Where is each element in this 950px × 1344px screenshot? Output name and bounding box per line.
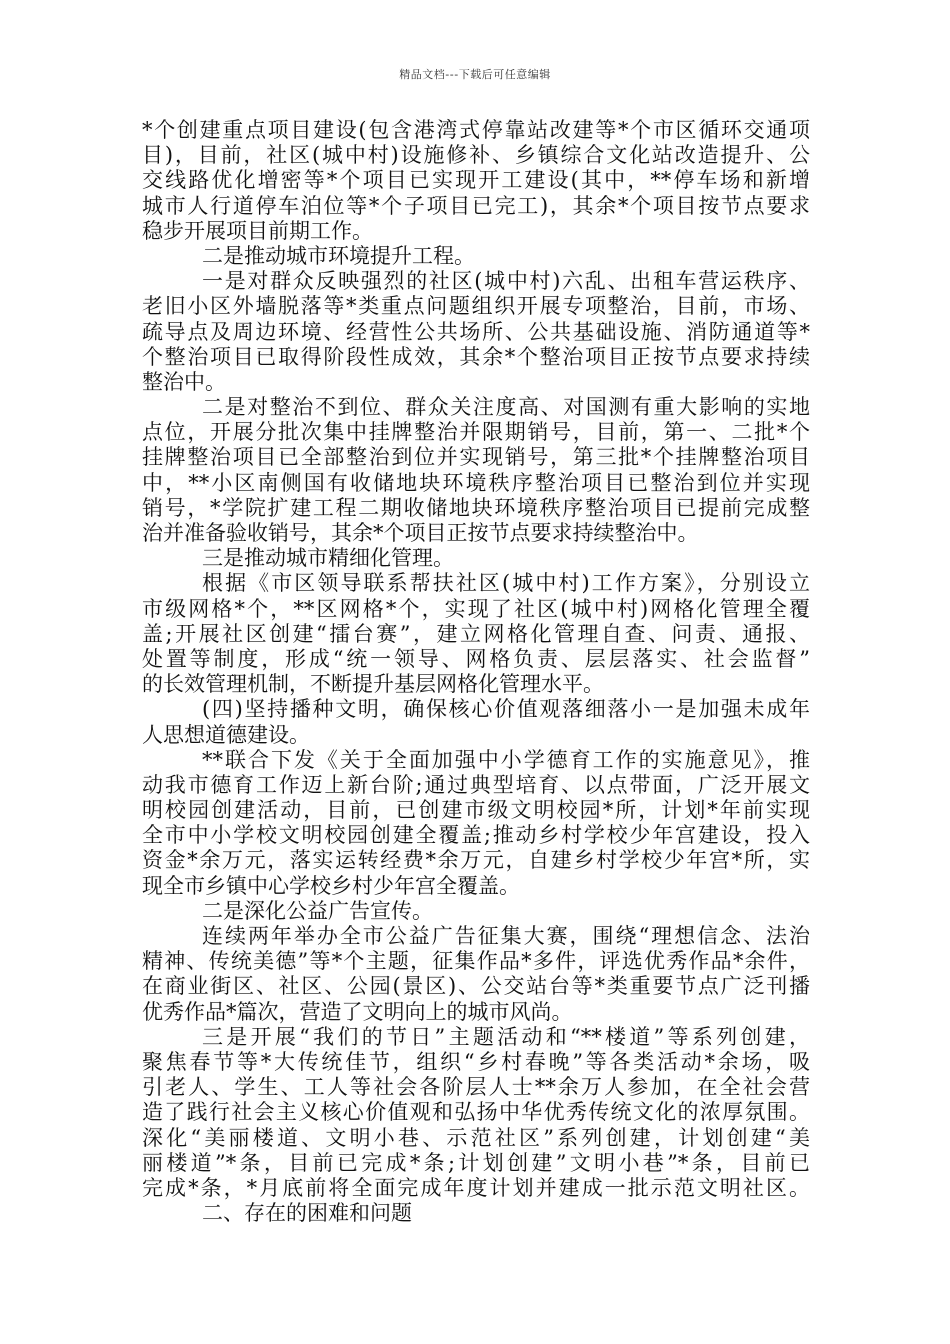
text-line: 资金*余万元，落实运转经费*余万元，自建乡村学校少年宫*所，实 [142, 848, 810, 873]
document-body [142, 118, 810, 1226]
text-line: 点位，开展分批次集中挂牌整治并限期销号，目前，第一、二批*个 [142, 420, 810, 445]
text-line: 造了践行社会主义核心价值观和弘扬中华优秀传统文化的浓厚氛围。 [142, 1100, 810, 1125]
text-line: 根据《市区领导联系帮扶社区(城中村)工作方案》，分别设立 [202, 571, 810, 596]
text-line: 动我市德育工作迈上新台阶;通过典型培育、以点带面，广泛开展文 [142, 772, 810, 797]
text-line: 二是对整治不到位、群众关注度高、对国测有重大影响的实地 [202, 395, 810, 420]
text-line: 全市中小学校文明校园创建全覆盖;推动乡村学校少年宫建设，投入 [142, 823, 810, 848]
text-line: 二、存在的困难和问题 [202, 1201, 412, 1226]
text-line: 连续两年举办全市公益广告征集大赛，围绕“理想信念、法治 [202, 924, 810, 948]
text-line: 丽楼道”*条，目前已完成*条;计划创建”文明小巷”*条，目前已 [142, 1150, 810, 1175]
text-line: 城市人行道停车泊位等*个子项目已完工)，其余*个项目按节点要求 [142, 193, 810, 218]
text-line: 市级网格*个，**区网格*个，实现了社区(城中村)网格化管理全覆 [142, 596, 810, 621]
text-line: 明校园创建活动，目前，已创建市级文明校园*所，计划*年前实现 [142, 798, 810, 823]
text-line: 的长效管理机制，不断提升基层网格化管理水平。 [142, 672, 604, 697]
text-line: 聚焦春节等*大传统佳节，组织“乡村春晚”等各类活动*余场，吸 [142, 1049, 810, 1074]
text-line: 三是开展“我们的节日”主题活动和“**楼道”等系列创建， [202, 1024, 810, 1049]
text-line: 挂牌整治项目已全部整治到位并实现销号，第三批*个挂牌整治项目 [142, 445, 810, 470]
text-line: 二是深化公益广告宣传。 [202, 898, 433, 923]
text-line: 三是推动城市精细化管理。 [202, 546, 454, 571]
text-line: 引老人、学生、工人等社会各阶层人士**余万人参加，在全社会营 [142, 1075, 810, 1100]
text-line: *个创建重点项目建设(包含港湾式停靠站改建等*个市区循环交通项 [142, 118, 810, 142]
text-line: 老旧小区外墙脱落等*类重点问题组织开展专项整治，目前，市场、 [142, 294, 810, 319]
text-line: (四)坚持播种文明，确保核心价值观落细落小一是加强未成年 [202, 697, 810, 722]
text-line: 个整治项目已取得阶段性成效，其余*个整治项目正按节点要求持续 [142, 344, 810, 369]
text-line: 盖;开展社区创建“擂台赛”，建立网格化管理自查、问责、通报、 [142, 621, 810, 646]
text-line: 稳步开展项目前期工作。 [142, 218, 373, 243]
text-line: 深化“美丽楼道、文明小巷、示范社区”系列创建，计划创建“美 [142, 1125, 810, 1150]
text-line: 二是推动城市环境提升工程。 [202, 243, 475, 268]
text-line: 完成*条，*月底前将全面完成年度计划并建成一批示范文明社区。 [142, 1175, 810, 1200]
text-line: 处置等制度，形成“统一领导、网格负责、层层落实、社会监督” [142, 646, 810, 671]
text-line: 精神、传统美德”等*个主题，征集作品*多件，评选优秀作品*余件， [142, 949, 810, 974]
text-line: 交线路优化增密等*个项目已实现开工建设(其中，**停车场和新增 [142, 168, 810, 193]
text-line: 优秀作品*篇次，营造了文明向上的城市风尚。 [142, 999, 573, 1024]
text-line: 一是对群众反映强烈的社区(城中村)六乱、出租车营运秩序、 [202, 269, 810, 294]
text-line: 整治中。 [142, 369, 226, 394]
text-line: 在商业街区、社区、公园(景区)、公交站台等*类重要节点广泛刊播 [142, 974, 810, 999]
text-line: 中，**小区南侧国有收储地块环境秩序整治项目已整治到位并实现 [142, 470, 810, 495]
text-line: 治并准备验收销号，其余*个项目正按节点要求持续整治中。 [142, 521, 699, 545]
text-line: 销号，*学院扩建工程二期收储地块环境秩序整治项目已提前完成整 [142, 495, 810, 520]
text-line: 目)，目前，社区(城中村)设施修补、乡镇综合文化站改造提升、公 [142, 143, 810, 168]
text-line: 疏导点及周边环境、经营性公共场所、公共基础设施、消防通道等* [142, 319, 810, 344]
text-line: 现全市乡镇中心学校乡村少年宫全覆盖。 [142, 873, 520, 898]
page-header: 精品文档---下载后可任意编辑 [399, 68, 551, 81]
text-line: 人思想道德建设。 [142, 722, 310, 747]
text-line: **联合下发《关于全面加强中小学德育工作的实施意见》，推 [202, 747, 810, 772]
